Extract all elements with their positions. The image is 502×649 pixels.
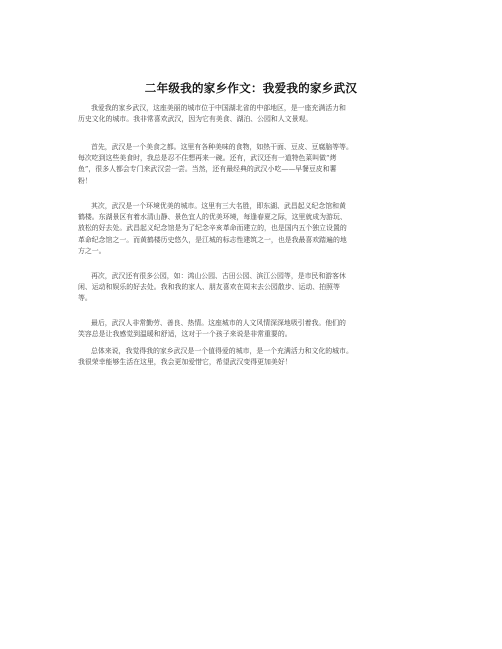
paragraph-parks [78, 271, 423, 305]
text-line: 鹤楼。东湖景区有着水清山静、景色宜人的优美环境，每逢春夏之际，这里就成为游玩、 [78, 213, 347, 222]
paragraph-conclusion [78, 346, 423, 368]
text-line: 首先，武汉是一个美食之都。这里有各种美味的食物，如热干面、豆皮、豆腐脑等等。 [91, 143, 353, 151]
text-line: 最后，武汉人非常勤劳、善良、热情。这座城市的人文风情深深地吸引着我。他们的 [91, 319, 346, 327]
text-line: 鱼”，很多人都会专门来武汉尝一尝。当然，还有最经典的武汉小吃——早餐豆皮和薯 [78, 165, 337, 174]
text-line: 每次吃到这些美食时，我总是忍不住想再来一碗。还有，武汉还有一道特色菜叫做“烤 [78, 154, 337, 163]
document-title: 二年级我的家乡作文：我爱我的家乡武汉 [144, 81, 358, 95]
text-line: 放松的好去处。武昌起义纪念馆是为了纪念辛亥革命而建立的，也是国内五个独立设置的 [78, 224, 347, 233]
text-line: 我很荣幸能够生活在这里，我会更加爱惜它，希望武汉变得更加美好！ [78, 358, 292, 367]
text-line: 总体来说，我觉得我的家乡武汉是一个值得爱的城市，是一个充满活力和文化的城市。 [91, 347, 353, 355]
paragraph-people [78, 318, 423, 340]
text-line: 其次，武汉是一个环境优美的城市。这里有三大名胜，即东湖、武昌起义纪念馆和黄 [91, 202, 346, 210]
text-line: 历史文化的城市。我非常喜欢武汉，因为它有美食、湖泊、公园和人文景观。 [78, 115, 313, 124]
text-line: 等。 [78, 294, 92, 303]
paragraph-scenery [78, 201, 423, 257]
paragraph-intro [78, 103, 423, 125]
text-line: 革命纪念馆之一。而黄鹤楼历史悠久，是江城的标志性建筑之一，也是我最喜欢踏遍的地 [78, 235, 347, 244]
text-line: 闲、运动和娱乐的好去处。我和我的家人、朋友喜欢在周末去公园散步、运动、拍照等 [78, 283, 340, 292]
text-line: 粉！ [78, 176, 92, 185]
text-line: 再次，武汉还有很多公园，如：鸿山公园、古田公园、滨江公园等，是市民和游客休 [91, 272, 346, 280]
text-line: 方之一。 [78, 246, 106, 255]
paragraph-food [78, 142, 423, 187]
text-line: 笑容总是让我感觉到温暖和舒适，这对于一个孩子来说是非常重要的。 [78, 330, 292, 339]
text-line: 我爱我的家乡武汉，这座美丽的城市位于中国湖北省的中部地区，是一座充满活力和 [91, 104, 346, 112]
